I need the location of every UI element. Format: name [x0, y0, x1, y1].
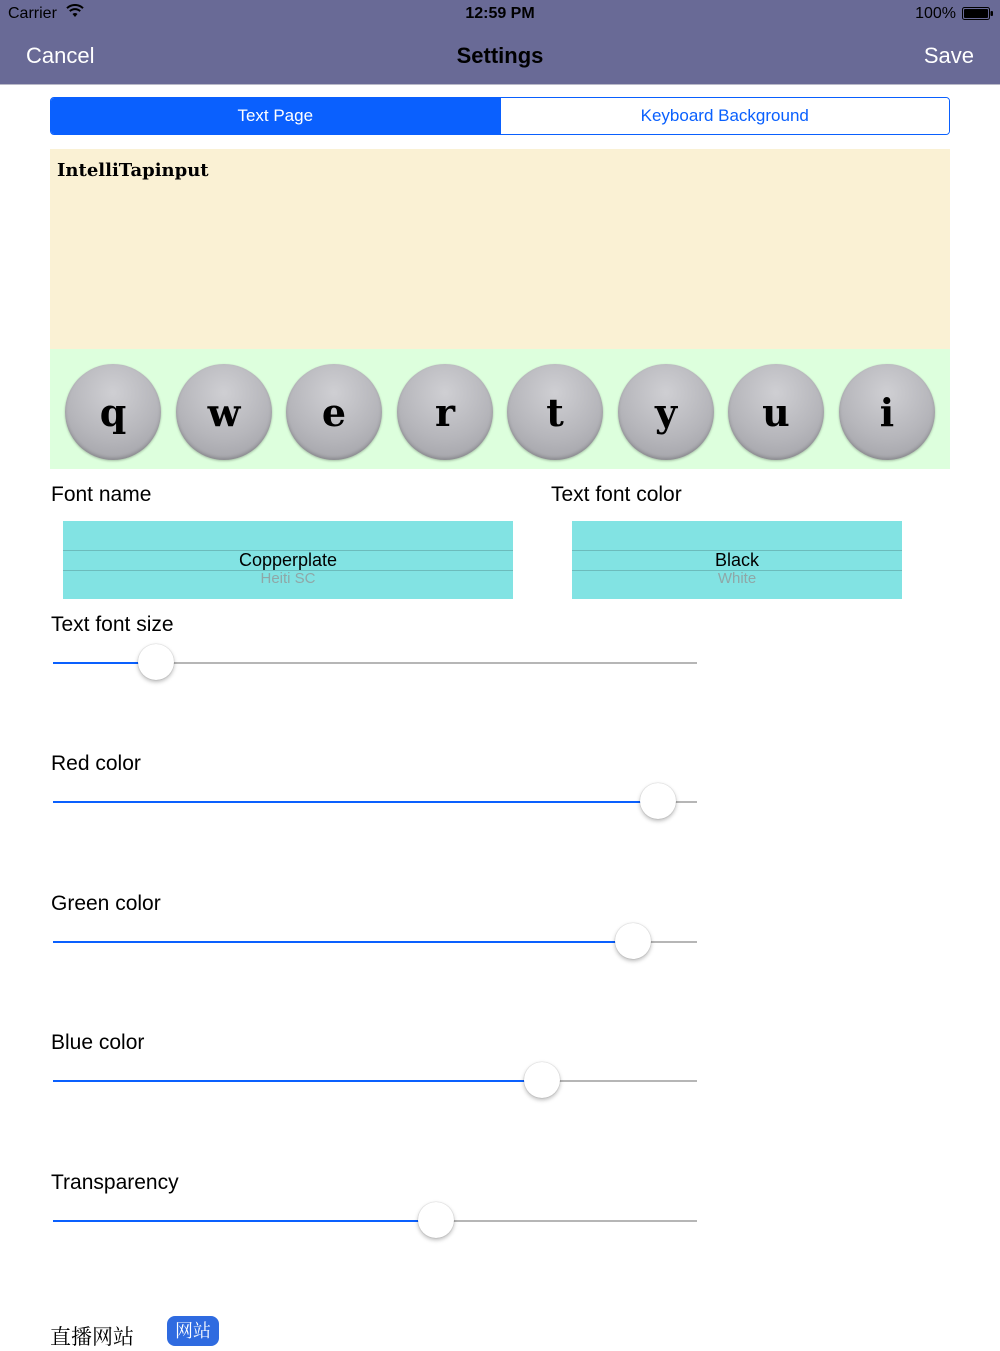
carrier-label: Carrier	[8, 5, 57, 22]
red-color-label: Red color	[51, 752, 141, 775]
key-w[interactable]: w	[176, 364, 272, 460]
font-name-next-option: Heiti SC	[260, 570, 316, 587]
font-color-picker[interactable]	[572, 521, 902, 599]
slider-thumb[interactable]	[418, 1202, 454, 1238]
font-color-selected: Black	[714, 550, 759, 570]
tab-segmented-control	[50, 97, 950, 135]
key-q[interactable]: q	[65, 364, 161, 460]
font-name-selected: Copperplate	[238, 550, 338, 570]
transparency-slider[interactable]	[53, 1201, 697, 1241]
transparency-label: Transparency	[51, 1171, 179, 1194]
site-button[interactable]: 网站	[167, 1316, 219, 1346]
font-color-next-option: White	[717, 570, 757, 587]
key-t[interactable]: t	[507, 364, 603, 460]
blue-color-slider[interactable]	[53, 1061, 697, 1101]
blue-color-label: Blue color	[51, 1031, 145, 1054]
font-size-label: Text font size	[51, 613, 174, 636]
clock: 12:59 PM	[465, 5, 535, 22]
font-name-picker[interactable]	[63, 521, 513, 599]
cancel-button[interactable]: Cancel	[26, 43, 95, 68]
key-u[interactable]: u	[728, 364, 824, 460]
navigation-bar	[0, 0, 1000, 84]
battery-percentage: 100%	[915, 5, 956, 22]
tab-keyboard-background[interactable]: Keyboard Background	[500, 98, 950, 134]
text-preview-area	[50, 149, 950, 349]
live-site-label: 直播网站	[50, 1326, 134, 1349]
key-r[interactable]: r	[397, 364, 493, 460]
battery-icon	[962, 7, 994, 20]
preview-text: IntelliTapinput	[57, 160, 209, 181]
font-color-label: Text font color	[551, 483, 682, 506]
save-button[interactable]: Save	[923, 43, 974, 68]
green-color-label: Green color	[51, 892, 161, 915]
key-e[interactable]: e	[286, 364, 382, 460]
slider-thumb[interactable]	[524, 1062, 560, 1098]
header-divider	[0, 84, 1000, 85]
key-i[interactable]: i	[839, 364, 935, 460]
key-y[interactable]: y	[618, 364, 714, 460]
slider-thumb[interactable]	[640, 783, 676, 819]
font-name-label: Font name	[51, 483, 152, 506]
tab-text-page[interactable]: Text Page	[51, 98, 500, 134]
page-title: Settings	[456, 43, 544, 68]
font-size-slider[interactable]	[53, 643, 697, 683]
keyboard-preview	[50, 349, 950, 469]
slider-thumb[interactable]	[138, 644, 174, 680]
red-color-slider[interactable]	[53, 782, 697, 822]
slider-thumb[interactable]	[615, 923, 651, 959]
green-color-slider[interactable]	[53, 922, 697, 962]
